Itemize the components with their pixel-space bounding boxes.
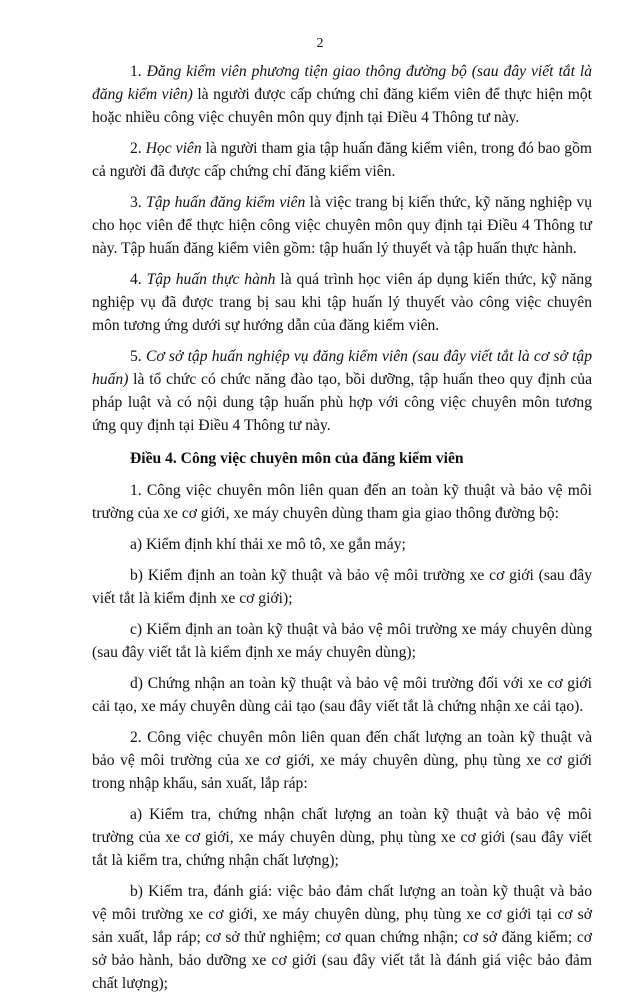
paragraph-text: là tổ chức có chức năng đào tạo, bồi dưỡng, tập huấn theo quy định của pháp luật và có nội dung tập huấn phù hợp với công việc chuyên môn tương ứng quy định tại Điều 4 Thông tư này. bbox=[92, 371, 592, 434]
paragraph-number: 2. bbox=[130, 140, 146, 157]
defined-term: Tập huấn thực hành bbox=[146, 271, 276, 288]
paragraph-text: là người tham gia tập huấn đăng kiểm viên, trong đó bao gồm cả người đã được cấp chứng chỉ đăng kiểm viên. bbox=[92, 140, 592, 180]
paragraph-text: là người được cấp chứng chỉ đăng kiểm viên để thực hiện một hoặc nhiều công việc chuyên môn quy định tại Điều 4 Thông tư này. bbox=[92, 86, 592, 126]
article-item: a) Kiểm định khí thải xe mô tô, xe gắn máy; bbox=[130, 536, 406, 553]
article-item: a) Kiểm tra, chứng nhận chất lượng an toàn kỹ thuật và bảo vệ môi trường của xe cơ giới, xe máy chuyên dùng, phụ tùng xe cơ giới (sau đây viết tắt là kiểm tra, chứng nhận chất lượng); bbox=[92, 806, 592, 869]
article-item: b) Kiểm định an toàn kỹ thuật và bảo vệ môi trường xe cơ giới (sau đây viết tắt là kiểm định xe cơ giới); bbox=[92, 567, 592, 607]
definition-paragraph bbox=[92, 137, 592, 183]
defined-term: Tập huấn đăng kiểm viên bbox=[146, 194, 306, 211]
paragraph-number: 3. bbox=[130, 194, 147, 211]
article-item: 2. Công việc chuyên môn liên quan đến chất lượng an toàn kỹ thuật và bảo vệ môi trường của xe cơ giới, xe máy chuyên dùng, phụ tùng xe cơ giới trong nhập khẩu, sản xuất, lắp ráp: bbox=[92, 729, 592, 792]
article-item: c) Kiểm định an toàn kỹ thuật và bảo vệ môi trường xe máy chuyên dùng (sau đây viết tắt là kiểm định xe máy chuyên dùng); bbox=[92, 621, 592, 661]
article-item: d) Chứng nhận an toàn kỹ thuật và bảo vệ môi trường đối với xe cơ giới cải tạo, xe máy chuyên dùng cải tạo (sau đây viết tắt là chứng nhận xe cải tạo). bbox=[92, 675, 592, 715]
definition-paragraph bbox=[92, 60, 592, 129]
document-body bbox=[92, 60, 592, 1003]
paragraph-number: 1. bbox=[130, 63, 147, 80]
defined-term: Học viên bbox=[145, 140, 202, 157]
defined-term: Đăng kiểm viên phương tiện giao thông đường bộ (sau đây viết tắt là đăng kiểm viên) bbox=[92, 63, 592, 103]
article-heading: Điều 4. Công việc chuyên môn của đăng kiểm viên bbox=[130, 450, 464, 467]
paragraph-text: là quá trình học viên áp dụng kiến thức, kỹ năng nghiệp vụ đã được trang bị sau khi tập huấn lý thuyết vào công việc chuyên môn tương ứng dưới sự hướng dẫn của đăng kiểm viên. bbox=[92, 271, 592, 334]
definition-paragraph bbox=[92, 191, 592, 260]
article-item: 1. Công việc chuyên môn liên quan đến an toàn kỹ thuật và bảo vệ môi trường của xe cơ giới, xe máy chuyên dùng tham gia giao thông đường bộ: bbox=[92, 482, 592, 522]
paragraph-text: là việc trang bị kiến thức, kỹ năng nghiệp vụ cho học viên để thực hiện công việc chuyên môn quy định tại Điều 4 Thông tư này. Tập huấn đăng kiểm viên gồm: tập huấn lý thuyết và tập huấn thực hành. bbox=[92, 194, 592, 257]
definition-paragraph bbox=[92, 268, 592, 337]
defined-term: Cơ sở tập huấn nghiệp vụ đăng kiểm viên (sau đây viết tắt là cơ sở tập huấn) bbox=[92, 348, 593, 388]
page-number: 2 bbox=[316, 36, 324, 51]
paragraph-number: 4. bbox=[130, 271, 147, 288]
definition-paragraph bbox=[92, 345, 592, 437]
paragraph-number: 5. bbox=[130, 348, 146, 365]
article-item: b) Kiểm tra, đánh giá: việc bảo đảm chất lượng an toàn kỹ thuật và bảo vệ môi trường xe cơ giới, xe máy chuyên dùng, phụ tùng xe cơ giới tại cơ sở sản xuất, lắp ráp; cơ sở thử nghiệm; cơ quan chứng nhận; cơ sở đăng kiểm; cơ sở bảo hành, bảo dưỡng xe cơ giới (sau đây viết tắt là đánh giá việc bảo đảm chất lượng); bbox=[92, 883, 592, 992]
